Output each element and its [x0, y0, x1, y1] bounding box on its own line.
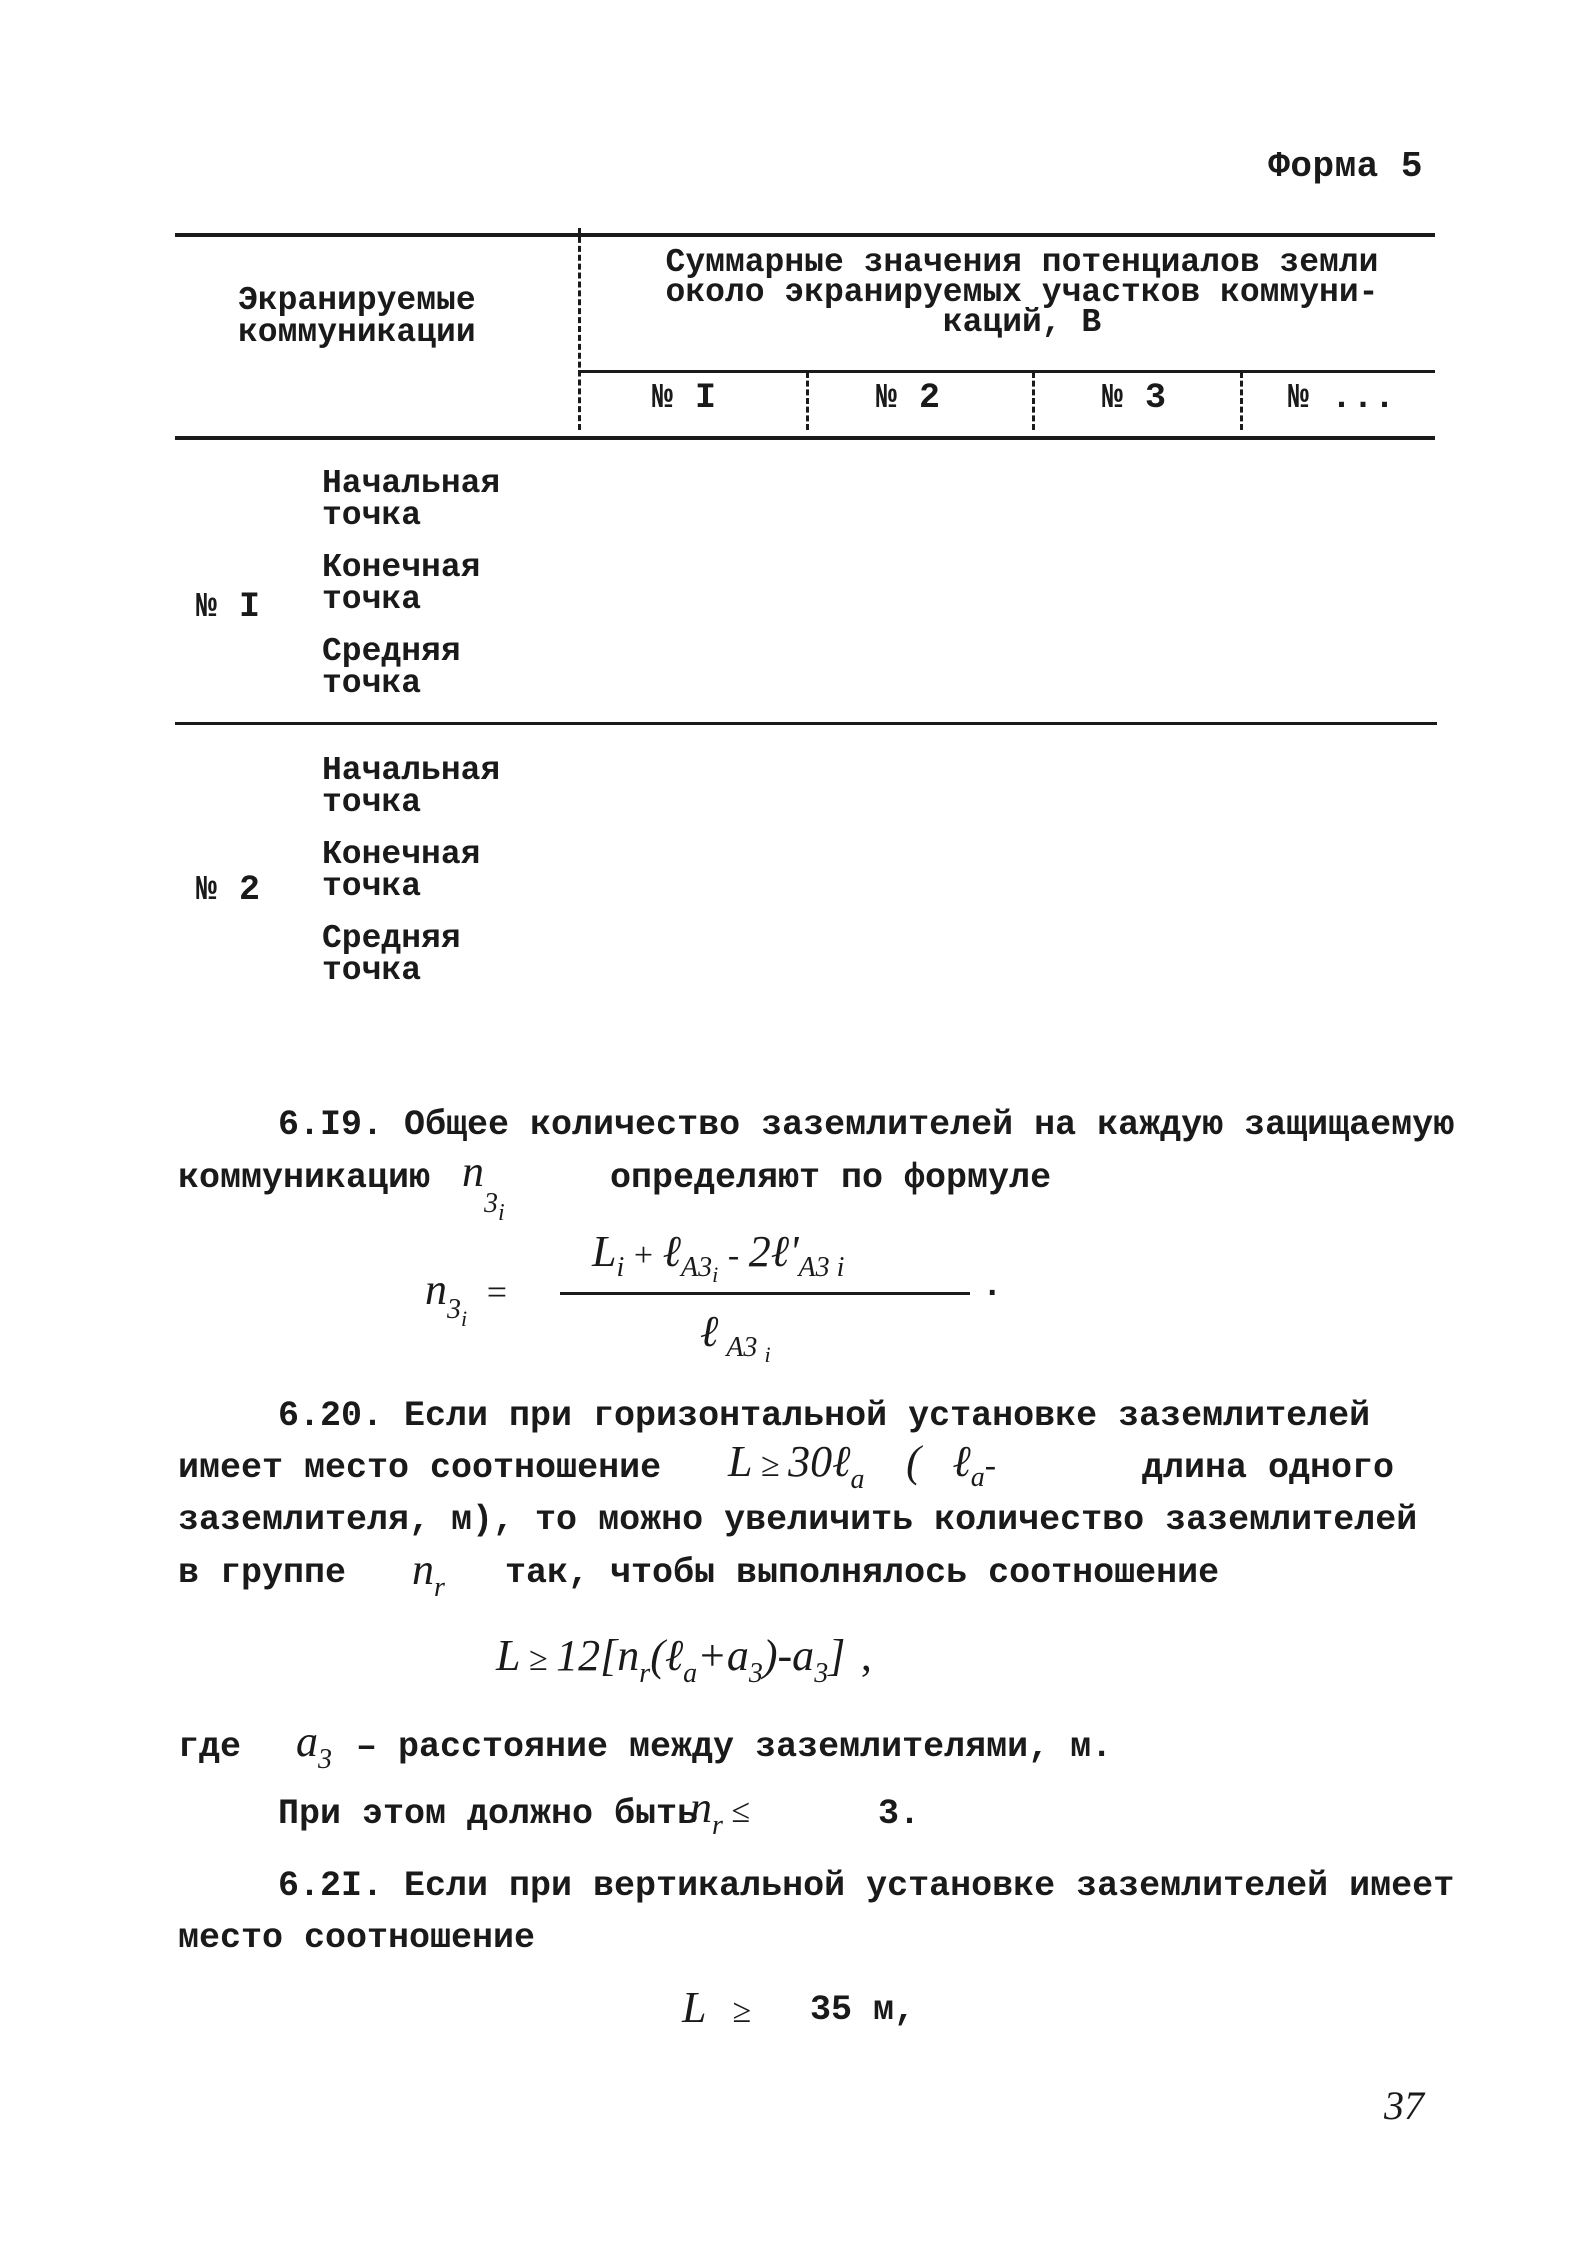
formula-comma: . [982, 1268, 1003, 1306]
p620-line4a: в группе [178, 1553, 347, 1593]
subcol-header-3: № 3 [1102, 378, 1167, 418]
point-middle: Средняя точка [322, 633, 461, 702]
formula-lhs: $n3_i$ = [425, 1265, 508, 1331]
subcol-divider [1240, 372, 1243, 430]
p619-line1: 6.I9. Общее количество заземлителей на каждую защищаемую [278, 1105, 1455, 1145]
condition-text: При этом должно быть [278, 1794, 699, 1834]
fraction-bar [560, 1292, 970, 1295]
formula-nr-inline: nr [412, 1545, 445, 1603]
formula-L-ge-12: L ≥ 12[nr(ℓa+a3)-a3] , [496, 1631, 872, 1689]
condition-value: 3. [878, 1794, 921, 1834]
p620-line4b: так, чтобы выполнялось соотношение [505, 1553, 1220, 1593]
point-end: Конечная точка [322, 549, 481, 618]
form-label: Форма 5 [1268, 146, 1423, 187]
p620-line2b: длина одного [1142, 1448, 1395, 1488]
point-start: Начальная точка [322, 465, 501, 534]
point-middle: Средняя точка [322, 920, 461, 989]
formula-n3i-inline: n3i [462, 1147, 505, 1226]
p619-line2b: определяют по формуле [610, 1158, 1052, 1198]
col2-header: Суммарные значения потенциалов земли около экранируемых участков коммуни- каций, В [665, 244, 1379, 341]
table-top-rule [175, 233, 1435, 237]
formula-a3-inline: a3 [296, 1717, 332, 1775]
p619-line2a: коммуникацию [178, 1158, 431, 1198]
p621-line1: 6.2I. Если при вертикальной установке заземлителей имеет [278, 1866, 1455, 1906]
where-text: – расстояние между заземлителями, м. [356, 1727, 1113, 1767]
p620-line3: заземлителя, м), то можно увеличить количество заземлителей [178, 1500, 1418, 1540]
subcol-header-2: № 2 [876, 378, 941, 418]
page-number: 37 [1384, 2083, 1424, 2128]
p620-line2a: имеет место соотношение [178, 1448, 662, 1488]
point-start: Начальная точка [322, 752, 501, 821]
header-bottom-rule [175, 436, 1435, 440]
formula-L-ge-35: L ≥ [682, 1983, 752, 2032]
subcol-header-4: № ... [1288, 378, 1396, 418]
subheader-rule [578, 370, 1435, 373]
subcol-header-1: № I [652, 378, 717, 418]
group-label: № 2 [196, 870, 261, 910]
p620-line1: 6.20. Если при горизонтальной установке заземлителей [278, 1396, 1371, 1436]
subcol-divider [1032, 372, 1035, 430]
formula-nr-le: nr ≤ [690, 1783, 751, 1841]
formula-numerator: $Li + \ell A3_i$ - 2ℓ'A3 i [592, 1227, 845, 1287]
p621-line2: место соотношение [178, 1918, 536, 1958]
point-end: Конечная точка [322, 836, 481, 905]
group-label: № I [196, 587, 261, 627]
table-header-divider [578, 228, 581, 430]
subcol-divider [806, 372, 809, 430]
formula-35-value: 35 м, [810, 1990, 916, 2030]
col1-header: Экранируемые коммуникации [238, 282, 476, 351]
where-label: где [178, 1727, 242, 1767]
group-separator [175, 722, 1437, 725]
formula-denominator: ℓ A3 $_i$ [700, 1307, 771, 1367]
formula-L-ge-30la: L ≥ 30ℓa ( ℓa- [728, 1437, 997, 1495]
